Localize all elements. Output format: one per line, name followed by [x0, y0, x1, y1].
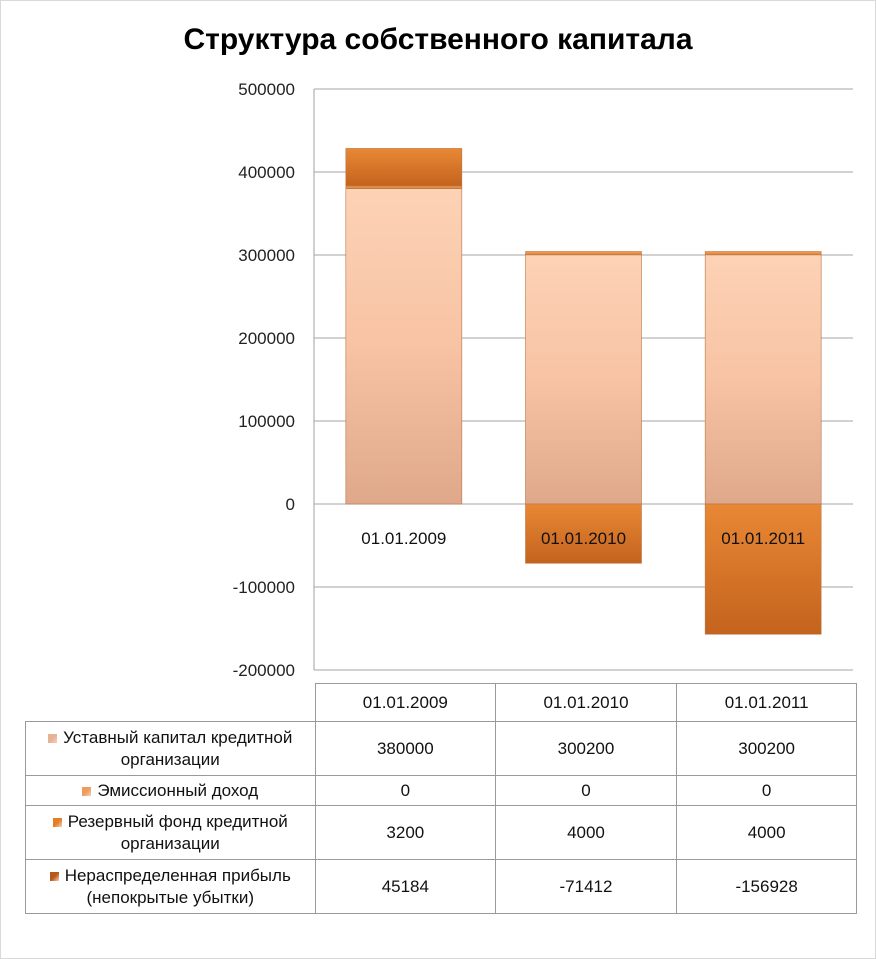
- y-tick-label: 500000: [238, 80, 295, 99]
- y-tick-label: 100000: [238, 412, 295, 431]
- bar-segment: [705, 504, 821, 634]
- table-value-cell: 45184: [315, 860, 496, 914]
- y-tick-label: 0: [285, 495, 295, 514]
- legend-entry: [26, 860, 316, 914]
- table-header-date: 01.01.2009: [315, 684, 496, 722]
- legend-swatch: [48, 734, 57, 743]
- table-value-cell: 0: [676, 776, 857, 806]
- legend-entry: [26, 722, 316, 776]
- bar-segment: [346, 186, 462, 189]
- table-value-cell: -156928: [676, 860, 857, 914]
- data-table: [25, 683, 857, 914]
- bar-segment: [346, 189, 462, 504]
- x-category-label: 01.01.2009: [361, 529, 447, 548]
- y-tick-label: 200000: [238, 329, 295, 348]
- table-value-cell: 0: [315, 776, 496, 806]
- bar-segment: [346, 148, 462, 186]
- table-value-cell: 0: [496, 776, 677, 806]
- legend-swatch: [50, 872, 59, 881]
- table-value-cell: 300200: [676, 722, 857, 776]
- table-row: [26, 806, 857, 860]
- bar-segment: [526, 255, 642, 504]
- legend-series-name: Эмиссионный доход: [97, 780, 259, 800]
- table-header-date: 01.01.2010: [496, 684, 677, 722]
- table-value-cell: 300200: [496, 722, 677, 776]
- table-row: [26, 776, 857, 806]
- bar-segment: [705, 255, 821, 504]
- bar-segment: [526, 252, 642, 255]
- bar-segment: [705, 252, 821, 255]
- table-value-cell: 4000: [496, 806, 677, 860]
- y-tick-label: -200000: [232, 661, 295, 680]
- y-tick-label: 400000: [238, 163, 295, 182]
- table-value-cell: 4000: [676, 806, 857, 860]
- table-header-date: 01.01.2011: [676, 684, 857, 722]
- legend-swatch: [53, 818, 62, 827]
- y-tick-label: -100000: [232, 578, 295, 597]
- table-row: [26, 860, 857, 914]
- table-value-cell: 3200: [315, 806, 496, 860]
- y-tick-label: 300000: [238, 246, 295, 265]
- legend-series-name: Уставный капитал кредитной организации: [63, 727, 293, 769]
- legend-swatch: [82, 787, 91, 796]
- legend-series-name: Нераспределенная прибыль (непокрытые убытки): [64, 865, 291, 907]
- chart-title: Структура собственного капитала: [183, 23, 693, 56]
- table-corner: [26, 684, 316, 722]
- x-category-label: 01.01.2010: [540, 529, 627, 548]
- legend-series-name: Резервный фонд кредитной организации: [67, 811, 288, 853]
- chart-plot: [1, 1, 875, 691]
- legend-entry: [26, 806, 316, 860]
- table-value-cell: -71412: [496, 860, 677, 914]
- table-value-cell: 380000: [315, 722, 496, 776]
- x-category-label: 01.01.2011: [721, 529, 806, 548]
- legend-entry: [26, 776, 316, 806]
- table-row: [26, 722, 857, 776]
